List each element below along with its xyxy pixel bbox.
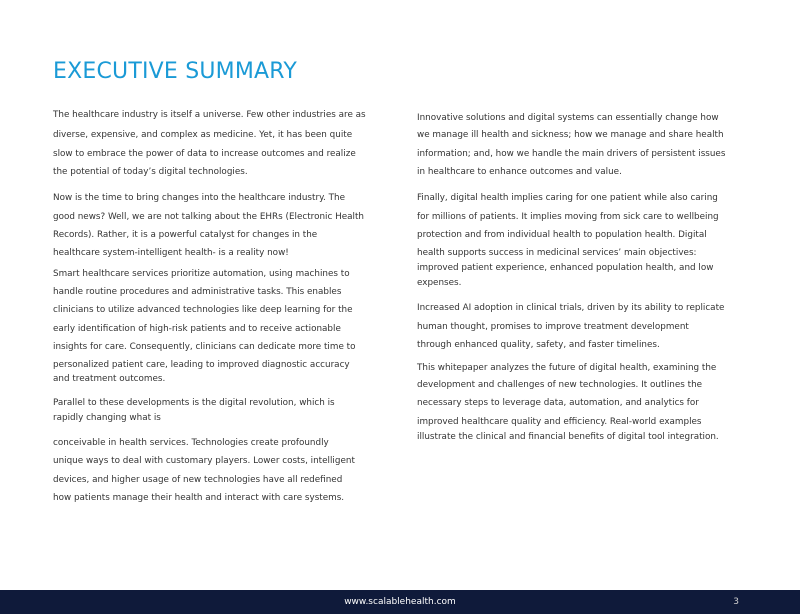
body-text-line: in healthcare to enhance outcomes and value.	[417, 167, 622, 177]
body-text-line: protection and from individual health to population health. Digital	[417, 230, 707, 240]
body-text-line: Parallel to these developments is the digital revolution, which is	[53, 398, 335, 408]
body-text-line: improved patient experience, enhanced population health, and low	[417, 263, 714, 273]
body-text-line: for millions of patients. It implies moving from sick care to wellbeing	[417, 212, 719, 222]
body-text-line: conceivable in health services. Technologies create profoundly	[53, 438, 329, 448]
body-text-line: rapidly changing what is	[53, 413, 161, 423]
body-text-line: how patients manage their health and interact with care systems.	[53, 493, 345, 503]
body-text-line: slow to embrace the power of data to increase outcomes and realize	[53, 149, 356, 159]
body-text-line: diverse, expensive, and complex as medicine. Yet, it has been quite	[53, 130, 353, 140]
footer-website-link[interactable]: www.scalablehealth.com	[344, 597, 456, 607]
body-text-line: health supports success in medicinal services’ main objectives:	[417, 248, 697, 258]
body-text-line: improved healthcare quality and efficiency. Real-world examples	[417, 417, 702, 427]
body-text-line: expenses.	[417, 278, 462, 288]
body-text-line: insights for care. Consequently, clinicians can dedicate more time to	[53, 342, 356, 352]
body-text-line: unique ways to deal with customary players. Lower costs, intelligent	[53, 456, 355, 466]
body-text-line: personalized patient care, leading to improved diagnostic accuracy	[53, 360, 350, 370]
body-text-line: Smart healthcare services prioritize automation, using machines to	[53, 269, 350, 279]
body-text-line: Innovative solutions and digital systems can essentially change how	[417, 113, 719, 123]
page-number: 3	[733, 597, 739, 607]
body-text-line: Increased AI adoption in clinical trials, driven by its ability to replicate	[417, 303, 725, 313]
body-text-line: handle routine procedures and administrative tasks. This enables	[53, 287, 342, 297]
body-text-line: information; and, how we handle the main drivers of persistent issues	[417, 149, 726, 159]
body-text-line: clinicians to utilize advanced technologies like deep learning for the	[53, 305, 353, 315]
body-text-line: early identification of high-risk patients and to receive actionable	[53, 324, 341, 334]
body-text-line: healthcare system-intelligent health- is a reality now!	[53, 248, 289, 258]
body-text-line: devices, and higher usage of new technologies have all redefined	[53, 475, 343, 485]
body-text-line: good news? Well, we are not talking about the EHRs (Electronic Health	[53, 212, 364, 222]
body-text-line: development and challenges of new technologies. It outlines the	[417, 380, 703, 390]
body-text-line: Finally, digital health implies caring for one patient while also caring	[417, 193, 718, 203]
body-text-line: we manage ill health and sickness; how we manage and share health	[417, 130, 724, 140]
body-text-line: This whitepaper analyzes the future of digital health, examining the	[417, 363, 717, 373]
body-text-line: human thought, promises to improve treatment development	[417, 322, 689, 332]
footer-bar	[0, 590, 800, 614]
body-text-line: Records). Rather, it is a powerful catalyst for changes in the	[53, 230, 318, 240]
body-text-line: The healthcare industry is itself a universe. Few other industries are as	[53, 110, 366, 120]
body-text-line: and treatment outcomes.	[53, 374, 166, 384]
body-text-line: necessary steps to leverage data, automation, and analytics for	[417, 398, 699, 408]
body-text-line: the potential of today’s digital technologies.	[53, 167, 248, 177]
body-text-line: illustrate the clinical and financial benefits of digital tool integration.	[417, 432, 719, 442]
body-text-line: Now is the time to bring changes into the healthcare industry. The	[53, 193, 345, 203]
body-text-line: through enhanced quality, safety, and faster timelines.	[417, 340, 660, 350]
page-title: EXECUTIVE SUMMARY	[53, 59, 298, 84]
